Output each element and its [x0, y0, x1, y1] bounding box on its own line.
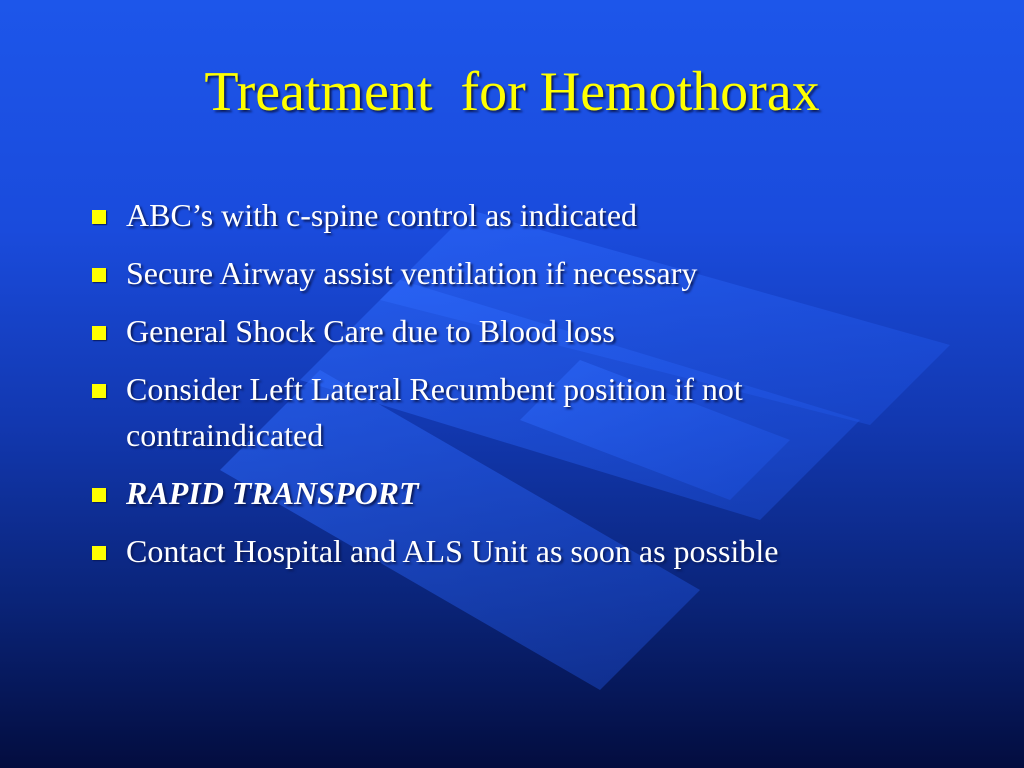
bullet-item: [90, 192, 940, 238]
square-bullet-icon: [92, 210, 106, 224]
square-bullet-icon: [92, 384, 106, 398]
bullet-text-emphasis: RAPID TRANSPORT: [126, 475, 419, 511]
bullet-text: Contact Hospital and ALS Unit as soon as possible: [126, 533, 779, 569]
bullet-item: [90, 366, 940, 458]
bullet-item: [90, 528, 940, 574]
bullet-text: Secure Airway assist ventilation if necessary: [126, 255, 698, 291]
bullet-item: [90, 470, 940, 516]
bullet-item: [90, 250, 940, 296]
square-bullet-icon: [92, 488, 106, 502]
bullet-item: [90, 308, 940, 354]
bullet-text: General Shock Care due to Blood loss: [126, 313, 615, 349]
square-bullet-icon: [92, 268, 106, 282]
square-bullet-icon: [92, 326, 106, 340]
bullet-list: [90, 192, 940, 586]
slide-title: Treatment for Hemothorax: [204, 61, 820, 123]
square-bullet-icon: [92, 546, 106, 560]
bullet-text: Consider Left Lateral Recumbent position if not contraindicated: [126, 371, 743, 453]
bullet-text: ABC’s with c-spine control as indicated: [126, 197, 638, 233]
